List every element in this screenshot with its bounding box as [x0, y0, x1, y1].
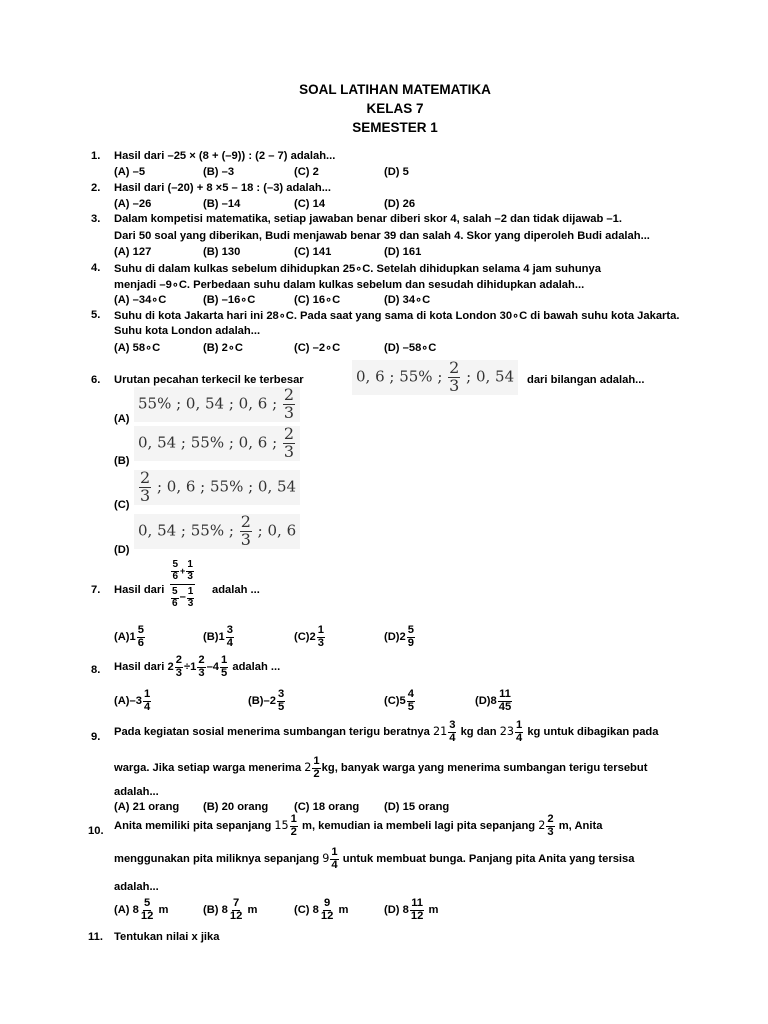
- question-text-line-2: menjadi –9∘C. Perbedaan suhu dalam kulkas sebelum dan sesudah dihidupkan adalah...: [114, 279, 585, 291]
- option-d[interactable]: (D)2 $\frac{5}{9}$: [384, 624, 414, 649]
- option-b[interactable]: (B)–2 $\frac{3}{5}$: [248, 688, 285, 713]
- question-text-line-2: Suhu kota London adalah...: [114, 325, 261, 337]
- option-b[interactable]: (B) 130: [203, 246, 241, 258]
- option-d[interactable]: (D) 5: [384, 166, 409, 178]
- question-text-line-1: Dalam kompetisi matematika, setiap jawaban benar diberi skor 4, salah –2 dan tidak dijawab –1.: [114, 213, 622, 225]
- worksheet-title: SOAL LATIHAN MATEMATIKA: [299, 82, 491, 97]
- option-d[interactable]: (D) 15 orang: [384, 801, 450, 813]
- option-c[interactable]: (C) 2: [294, 166, 319, 178]
- grade-label: KELAS 7: [366, 101, 424, 116]
- question-number: 7.: [91, 584, 101, 596]
- option-b[interactable]: (B)1 $\frac{3}{4}$: [203, 624, 233, 649]
- option-c[interactable]: (C) 16∘C: [294, 294, 341, 306]
- question-number: 1.: [91, 150, 101, 162]
- question-number: 9.: [91, 731, 101, 743]
- question-text: Urutan pecahan terkecil ke terbesar: [114, 374, 304, 386]
- option-a[interactable]: (A) 127: [114, 246, 152, 258]
- question-number: 3.: [91, 213, 101, 225]
- option-c[interactable]: (C) 8 $\frac{9}{12}$ m: [294, 897, 349, 922]
- option-a[interactable]: (A)1 $\frac{5}{6}$: [114, 624, 144, 649]
- question-text: Tentukan nilai x jika: [114, 931, 220, 943]
- question-text-tail: dari bilangan adalah...: [527, 374, 645, 386]
- question-text-line-1: Pada kegiatan sosial menerima sumbangan terigu beratnya 21 $\frac{3}{4}$ kg dan 23 $\frac{1}{4}$ kg untuk dibagikan pada: [114, 719, 659, 744]
- option-a[interactable]: (A)–3 $\frac{1}{4}$: [114, 688, 151, 713]
- option-c[interactable]: (C)2 $\frac{1}{3}$: [294, 624, 324, 649]
- option-b[interactable]: (B) 20 orang: [203, 801, 269, 813]
- option-b[interactable]: (B) –16∘C: [203, 294, 256, 306]
- option-label: (C): [114, 499, 130, 511]
- option-a[interactable]: (A) –34∘C: [114, 294, 167, 306]
- option-a[interactable]: (A) –5: [114, 166, 146, 178]
- option-d[interactable]: (D) –58∘C: [384, 342, 437, 354]
- option-a[interactable]: (A) 8 $\frac{5}{12}$ m: [114, 897, 169, 922]
- option-a[interactable]: (A) 58∘C: [114, 342, 161, 354]
- question-text-line-2: menggunakan pita miliknya sepanjang 9 $\frac{1}{4}$ untuk membuat bunga. Panjang pita Anita yang tersisa: [114, 846, 635, 871]
- option-c[interactable]: (C) 14: [294, 198, 326, 210]
- option-expression: $\frac{2}{3}$ ; 0, 6 ; 55% ; 0, 54: [134, 470, 300, 505]
- question-text-line-3: adalah...: [114, 881, 159, 893]
- option-label: (A): [114, 413, 130, 425]
- question-number: 2.: [91, 182, 101, 194]
- question-number: 6.: [91, 374, 101, 386]
- question-text-line-3: adalah...: [114, 786, 159, 798]
- question-text: Hasil dari: [114, 584, 165, 596]
- option-c[interactable]: (C) 18 orang: [294, 801, 360, 813]
- option-expression: 0, 54 ; 55% ; $\frac{2}{3}$ ; 0, 6: [134, 514, 300, 549]
- question-text: Hasil dari 2 $\frac{2}{3}$ ÷1 $\frac{2}{3}$ –4 $\frac{1}{5}$ adalah ...: [114, 654, 281, 679]
- option-c[interactable]: (C) 141: [294, 246, 332, 258]
- option-c[interactable]: (C) –2∘C: [294, 342, 341, 354]
- option-a[interactable]: (A) 21 orang: [114, 801, 180, 813]
- question-text: Hasil dari (–20) + 8 ×5 – 18 : (–3) adalah...: [114, 182, 332, 194]
- question-text-tail: adalah ...: [212, 584, 260, 596]
- option-d[interactable]: (D) 8 $\frac{11}{12}$ m: [384, 897, 439, 922]
- option-expression: 0, 54 ; 55% ; 0, 6 ; $\frac{2}{3}$: [134, 426, 300, 461]
- question-text-line-2: warga. Jika setiap warga menerima 2 $\frac{1}{2}$ kg, banyak warga yang menerima sumbangan terigu tersebut: [114, 755, 648, 780]
- option-label: (B): [114, 455, 130, 467]
- option-d[interactable]: (D) 34∘C: [384, 294, 431, 306]
- complex-fraction: $\frac{5}{6}$ + $\frac{1}{3}$ $\frac{5}{6}$ – $\frac{1}{3}$: [172, 559, 194, 609]
- option-b[interactable]: (B) –14: [203, 198, 241, 210]
- option-c[interactable]: (C)5 $\frac{4}{5}$: [384, 688, 414, 713]
- option-d[interactable]: (D)8 $\frac{11}{45}$: [475, 688, 512, 713]
- option-b[interactable]: (B) 8 $\frac{7}{12}$ m: [203, 897, 258, 922]
- number-set-expression: 0, 6 ; 55% ; $\frac{2}{3}$ ; 0, 54: [352, 360, 518, 395]
- question-number: 10.: [88, 825, 104, 837]
- option-b[interactable]: (B) –3: [203, 166, 235, 178]
- option-expression: 55% ; 0, 54 ; 0, 6 ; $\frac{2}{3}$: [134, 387, 300, 422]
- question-text-line-1: Suhu di dalam kulkas sebelum dihidupkan 25∘C. Setelah dihidupkan selama 4 jam suhunya: [114, 263, 601, 275]
- question-text: Hasil dari –25 × (8 + (–9)) : (2 – 7) adalah...: [114, 150, 336, 162]
- option-a[interactable]: (A) –26: [114, 198, 152, 210]
- semester-label: SEMESTER 1: [352, 120, 438, 135]
- question-number: 5.: [91, 309, 101, 321]
- question-number: 11.: [88, 931, 103, 943]
- question-number: 8.: [91, 664, 101, 676]
- option-b[interactable]: (B) 2∘C: [203, 342, 243, 354]
- option-label: (D): [114, 544, 130, 556]
- question-text-line-2: Dari 50 soal yang diberikan, Budi menjawab benar 39 dan salah 4. Skor yang diperoleh Budi adalah...: [114, 230, 650, 242]
- question-text-line-1: Suhu di kota Jakarta hari ini 28∘C. Pada saat yang sama di kota London 30∘C di bawah suhu kota Jakarta.: [114, 310, 680, 322]
- option-d[interactable]: (D) 26: [384, 198, 416, 210]
- option-d[interactable]: (D) 161: [384, 246, 422, 258]
- question-text-line-1: Anita memiliki pita sepanjang 15 $\frac{1}{2}$ m, kemudian ia membeli lagi pita sepanjang 2 $\frac{2}{3}$ m, Anita: [114, 813, 603, 838]
- question-number: 4.: [91, 262, 101, 274]
